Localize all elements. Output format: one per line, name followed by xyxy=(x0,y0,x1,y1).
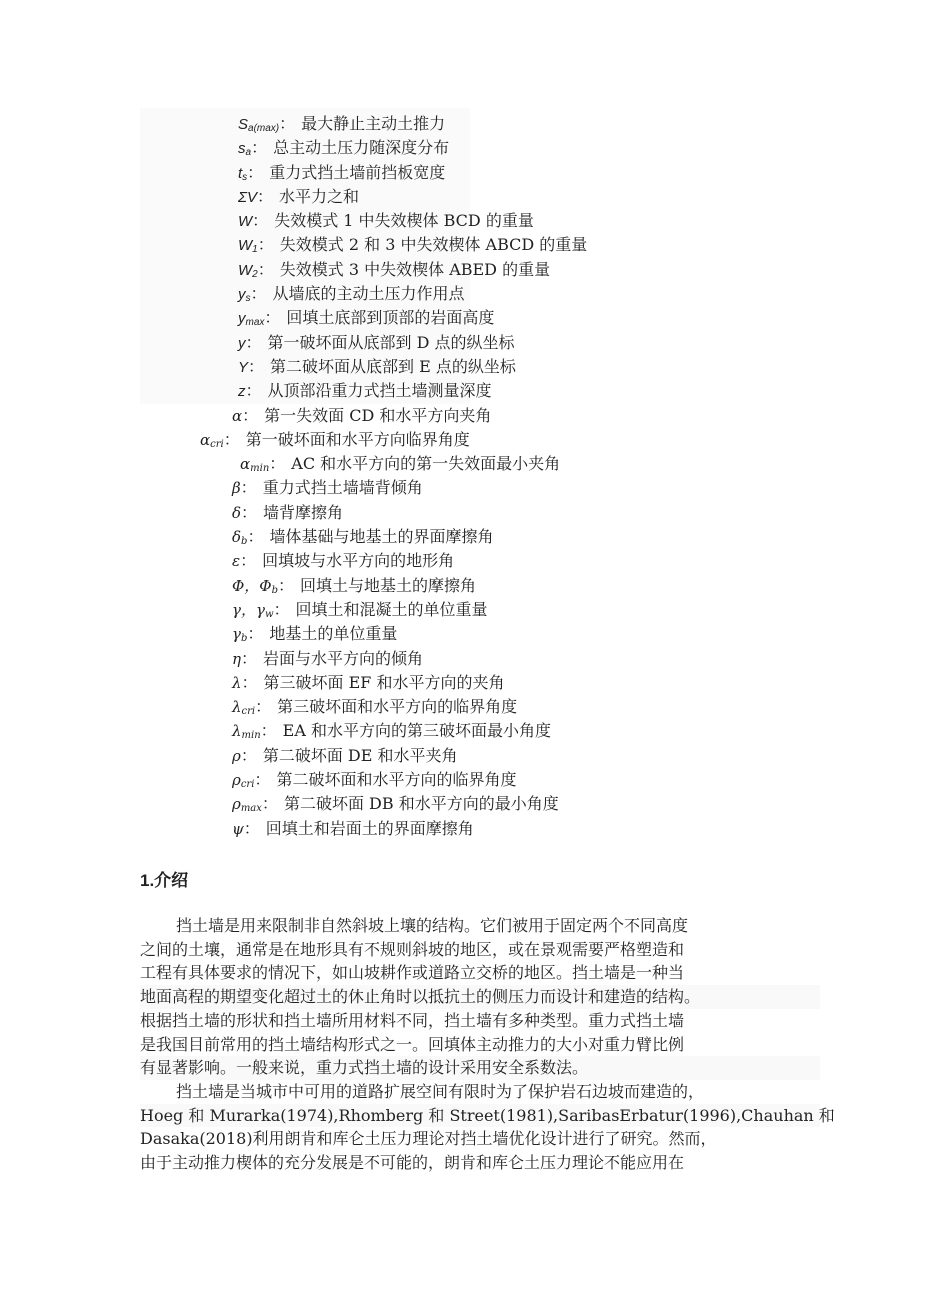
symbol-separator: ： xyxy=(257,186,274,206)
symbol-description: 回填土和岩面土的界面摩擦角 xyxy=(265,818,474,838)
symbol-description: 回填土和混凝土的单位重量 xyxy=(295,599,488,619)
symbol-separator: ： xyxy=(254,770,271,790)
symbol-entry xyxy=(0,404,926,428)
symbol-description: 岩面与水平方向的倾角 xyxy=(263,648,424,668)
symbol-name: η xyxy=(232,649,241,668)
symbol-description: 最大静止主动土推力 xyxy=(301,114,446,133)
symbol-name: $\rho_{cri}$ xyxy=(232,771,255,791)
paragraph-line: 之间的土壤，通常是在地形具有不规则斜坡的地区，或在景观需要严格塑造和 xyxy=(140,939,685,959)
symbol-entry xyxy=(0,452,926,476)
symbol-name: $y_s$ xyxy=(238,286,251,305)
symbol-separator: ： xyxy=(264,308,281,328)
symbol-description: 从墙底的主动土压力作用点 xyxy=(272,284,465,304)
symbol-name: $S_{a(max)}$ xyxy=(238,116,280,134)
symbol-separator: ： xyxy=(223,429,240,449)
symbol-entry xyxy=(0,112,926,136)
symbol-description: 回填土底部到顶部的岩面高度 xyxy=(286,308,495,328)
paragraph-line: Hoeg 和 Murarka(1974),Rhomberg 和 Street(1981),SaribasErbatur(1996),Chauhan 和 xyxy=(140,1104,820,1128)
symbol-description: 墙体基础与地基土的界面摩擦角 xyxy=(269,527,494,547)
symbol-separator: ： xyxy=(240,478,257,498)
symbol-name: $s_a$ xyxy=(238,140,252,159)
symbol-name: $\rho_{max}$ xyxy=(232,795,262,815)
symbol-name: W xyxy=(238,213,253,231)
symbol-name: $\alpha_{min}$ xyxy=(240,455,270,475)
symbol-separator: ： xyxy=(250,284,267,304)
symbol-entry xyxy=(0,476,926,500)
symbol-description: 第三破坏面和水平方向的临界角度 xyxy=(277,697,518,717)
section-heading: 1.介绍 xyxy=(140,871,189,890)
symbol-separator: ： xyxy=(251,138,268,158)
symbol-separator: ： xyxy=(242,405,259,425)
symbol-name: ε xyxy=(232,552,241,571)
symbol-description: 从顶部沿重力式挡土墙测量深度 xyxy=(267,381,492,401)
symbol-entry xyxy=(0,574,926,598)
symbol-list xyxy=(0,112,926,841)
symbol-entry xyxy=(0,306,926,330)
symbol-separator: ： xyxy=(241,648,258,668)
symbol-separator: ： xyxy=(279,114,296,133)
symbol-separator: ： xyxy=(252,211,269,231)
symbol-name: $W_2$ xyxy=(238,261,258,280)
symbol-separator: ： xyxy=(245,381,262,401)
paragraph-line: 地面高程的期望变化超过土的休止角时以抵抗土的侧压力而设计和建造的结构。 xyxy=(140,985,820,1009)
symbol-description: 回填土与地基土的摩擦角 xyxy=(300,575,477,595)
symbol-entry xyxy=(0,647,926,671)
symbol-separator: ： xyxy=(247,624,264,644)
symbol-entry xyxy=(0,598,926,622)
symbol-entry xyxy=(0,622,926,646)
symbol-subscript: a(max) xyxy=(248,123,280,134)
symbol-entry xyxy=(0,719,926,743)
paragraph-line: 挡土墙是用来限制非自然斜坡上壤的结构。它们被用于固定两个不同高度 xyxy=(176,916,689,935)
symbol-separator: ： xyxy=(248,356,265,376)
symbol-description: 总主动土压力随深度分布 xyxy=(273,138,450,158)
symbol-entry xyxy=(0,695,926,719)
paragraph-line: 有显著影响。一般来说，重力式挡土墙的设计采用安全系数法。 xyxy=(140,1056,820,1080)
symbol-subscript: cri xyxy=(210,438,224,450)
symbol-subscript: cri xyxy=(240,779,255,791)
symbol-name: β xyxy=(232,479,241,498)
paragraph-line: Dasaka(2018)利用朗肯和库仑土压力理论对挡土墙优化设计进行了研究。然而， xyxy=(140,1129,717,1149)
symbol-description: 第二破坏面从底部到 E 点的纵坐标 xyxy=(270,356,516,376)
symbol-separator: ： xyxy=(240,745,257,765)
symbol-name: δ xyxy=(232,503,242,522)
paragraph-line: 是我国目前常用的挡土墙结构形式之一。回填体主动推力的大小对重力臂比例 xyxy=(140,1034,685,1054)
symbol-description: 水平力之和 xyxy=(279,186,360,206)
symbol-name: $\gamma_b$ xyxy=(232,625,248,645)
symbol-separator: ： xyxy=(241,502,258,522)
symbol-subscript: cri xyxy=(241,706,256,718)
symbol-description: 第二破坏面 DE 和水平夹角 xyxy=(262,745,458,765)
symbol-separator: ： xyxy=(257,235,274,255)
symbol-separator: ： xyxy=(273,599,290,619)
symbol-subscript: w xyxy=(264,608,274,620)
symbol-description: 墙背摩擦角 xyxy=(263,502,344,522)
symbol-subscript: min xyxy=(250,463,270,475)
symbol-entry xyxy=(0,282,926,306)
symbol-entry xyxy=(0,671,926,695)
symbol-entry xyxy=(0,501,926,525)
symbol-description: 重力式挡土墙前挡板宽度 xyxy=(269,162,446,182)
symbol-separator: ： xyxy=(261,794,278,814)
symbol-separator: ： xyxy=(260,721,277,741)
symbol-entry xyxy=(0,161,926,185)
symbol-name: $\delta_b$ xyxy=(232,528,248,548)
symbol-subscript: max xyxy=(240,803,262,815)
symbol-subscript: b xyxy=(241,536,248,548)
symbol-name: λ xyxy=(232,673,242,692)
symbol-name: $\alpha_{cri}$ xyxy=(200,430,224,450)
symbol-separator: ： xyxy=(278,575,295,595)
symbol-entry xyxy=(0,233,926,257)
symbol-description: 第一破坏面和水平方向临界角度 xyxy=(245,429,470,449)
symbol-entry xyxy=(0,136,926,160)
symbol-separator: ： xyxy=(245,332,262,352)
paragraph-2 xyxy=(140,1080,835,1175)
paragraph-line: 根据挡土墙的形状和挡土墙所用材料不同，挡土墙有多种类型。重力式挡土墙 xyxy=(140,1010,685,1030)
paragraph-line: 由于主动推力楔体的充分发展是不可能的，朗肯和库仑土压力理论不能应用在 xyxy=(140,1153,685,1173)
symbol-name: $\lambda_{min}$ xyxy=(232,722,261,742)
symbol-description: EA 和水平方向的第三破坏面最小角度 xyxy=(282,721,551,741)
symbol-entry xyxy=(0,744,926,768)
symbol-separator: ： xyxy=(257,259,274,279)
symbol-entry xyxy=(0,549,926,573)
symbol-description: 第二破坏面 DB 和水平方向的最小角度 xyxy=(283,794,559,814)
symbol-separator: ： xyxy=(269,454,286,474)
section-body xyxy=(140,914,835,1175)
symbol-entry xyxy=(0,817,926,841)
symbol-name: z xyxy=(238,383,246,401)
symbol-name: $W_1$ xyxy=(238,237,258,256)
symbol-subscript: b xyxy=(271,584,279,596)
symbol-subscript: min xyxy=(241,730,261,742)
symbol-name: $y_{max}$ xyxy=(238,310,265,329)
symbol-name: Φ，$\Phi_b$ xyxy=(232,576,279,596)
symbol-subscript: a xyxy=(245,147,252,159)
symbol-entry xyxy=(0,209,926,233)
symbol-separator: ： xyxy=(255,697,272,717)
symbol-name: Y xyxy=(238,358,249,376)
symbol-description: AC 和水平方向的第一失效面最小夹角 xyxy=(291,454,561,474)
symbol-description: 第一失效面 CD 和水平方向夹角 xyxy=(264,405,492,425)
symbol-subscript: s xyxy=(245,293,251,305)
symbol-description: 失效模式 1 中失效楔体 BCD 的重量 xyxy=(274,211,534,231)
symbol-name: $t_s$ xyxy=(238,164,248,183)
symbol-entry xyxy=(0,355,926,379)
symbol-separator: ： xyxy=(243,818,260,838)
symbol-separator: ： xyxy=(247,527,264,547)
symbol-name: ρ xyxy=(232,746,241,765)
symbol-subscript: s xyxy=(242,171,248,183)
symbol-subscript: b xyxy=(240,633,248,645)
symbol-description: 地基土的单位重量 xyxy=(269,624,398,644)
paragraph-line: 工程有具体要求的情况下，如山坡耕作或道路立交桥的地区。挡土墙是一种当 xyxy=(140,963,685,983)
symbol-subscript: 1 xyxy=(252,244,258,256)
symbol-name: y xyxy=(238,334,246,352)
paragraph-1 xyxy=(140,914,820,1080)
symbol-entry xyxy=(0,525,926,549)
symbol-entry xyxy=(0,379,926,403)
symbol-entry xyxy=(0,792,926,816)
symbol-entry xyxy=(0,258,926,282)
symbol-name: $\lambda_{cri}$ xyxy=(232,698,256,718)
symbol-description: 回填坡与水平方向的地形角 xyxy=(262,551,455,571)
symbol-name: α xyxy=(232,406,243,425)
symbol-description: 第二破坏面和水平方向的临界角度 xyxy=(276,770,517,790)
symbol-name: ΣV xyxy=(238,188,257,206)
symbol-subscript: max xyxy=(245,317,265,329)
symbol-separator: ： xyxy=(247,162,264,182)
symbol-entry xyxy=(0,331,926,355)
symbol-description: 第三破坏面 EF 和水平方向的夹角 xyxy=(263,672,505,692)
symbol-entry xyxy=(0,428,926,452)
symbol-subscript: 2 xyxy=(252,268,258,280)
symbol-separator: ： xyxy=(241,672,258,692)
symbol-entry xyxy=(0,768,926,792)
symbol-description: 重力式挡土墙墙背倾角 xyxy=(262,478,423,498)
symbol-name: ψ xyxy=(232,819,244,838)
symbol-entry xyxy=(0,185,926,209)
symbol-description: 第一破坏面从底部到 D 点的纵坐标 xyxy=(267,332,515,352)
symbol-name: γ，$\gamma_w$ xyxy=(232,600,274,620)
paragraph-line: 挡土墙是当城市中可用的道路扩展空间有限时为了保护岩石边坡而建造的， xyxy=(176,1081,705,1101)
symbol-description: 失效模式 3 中失效楔体 ABED 的重量 xyxy=(279,259,551,279)
symbol-description: 失效模式 2 和 3 中失效楔体 ABCD 的重量 xyxy=(279,235,588,255)
symbol-separator: ： xyxy=(240,551,257,571)
